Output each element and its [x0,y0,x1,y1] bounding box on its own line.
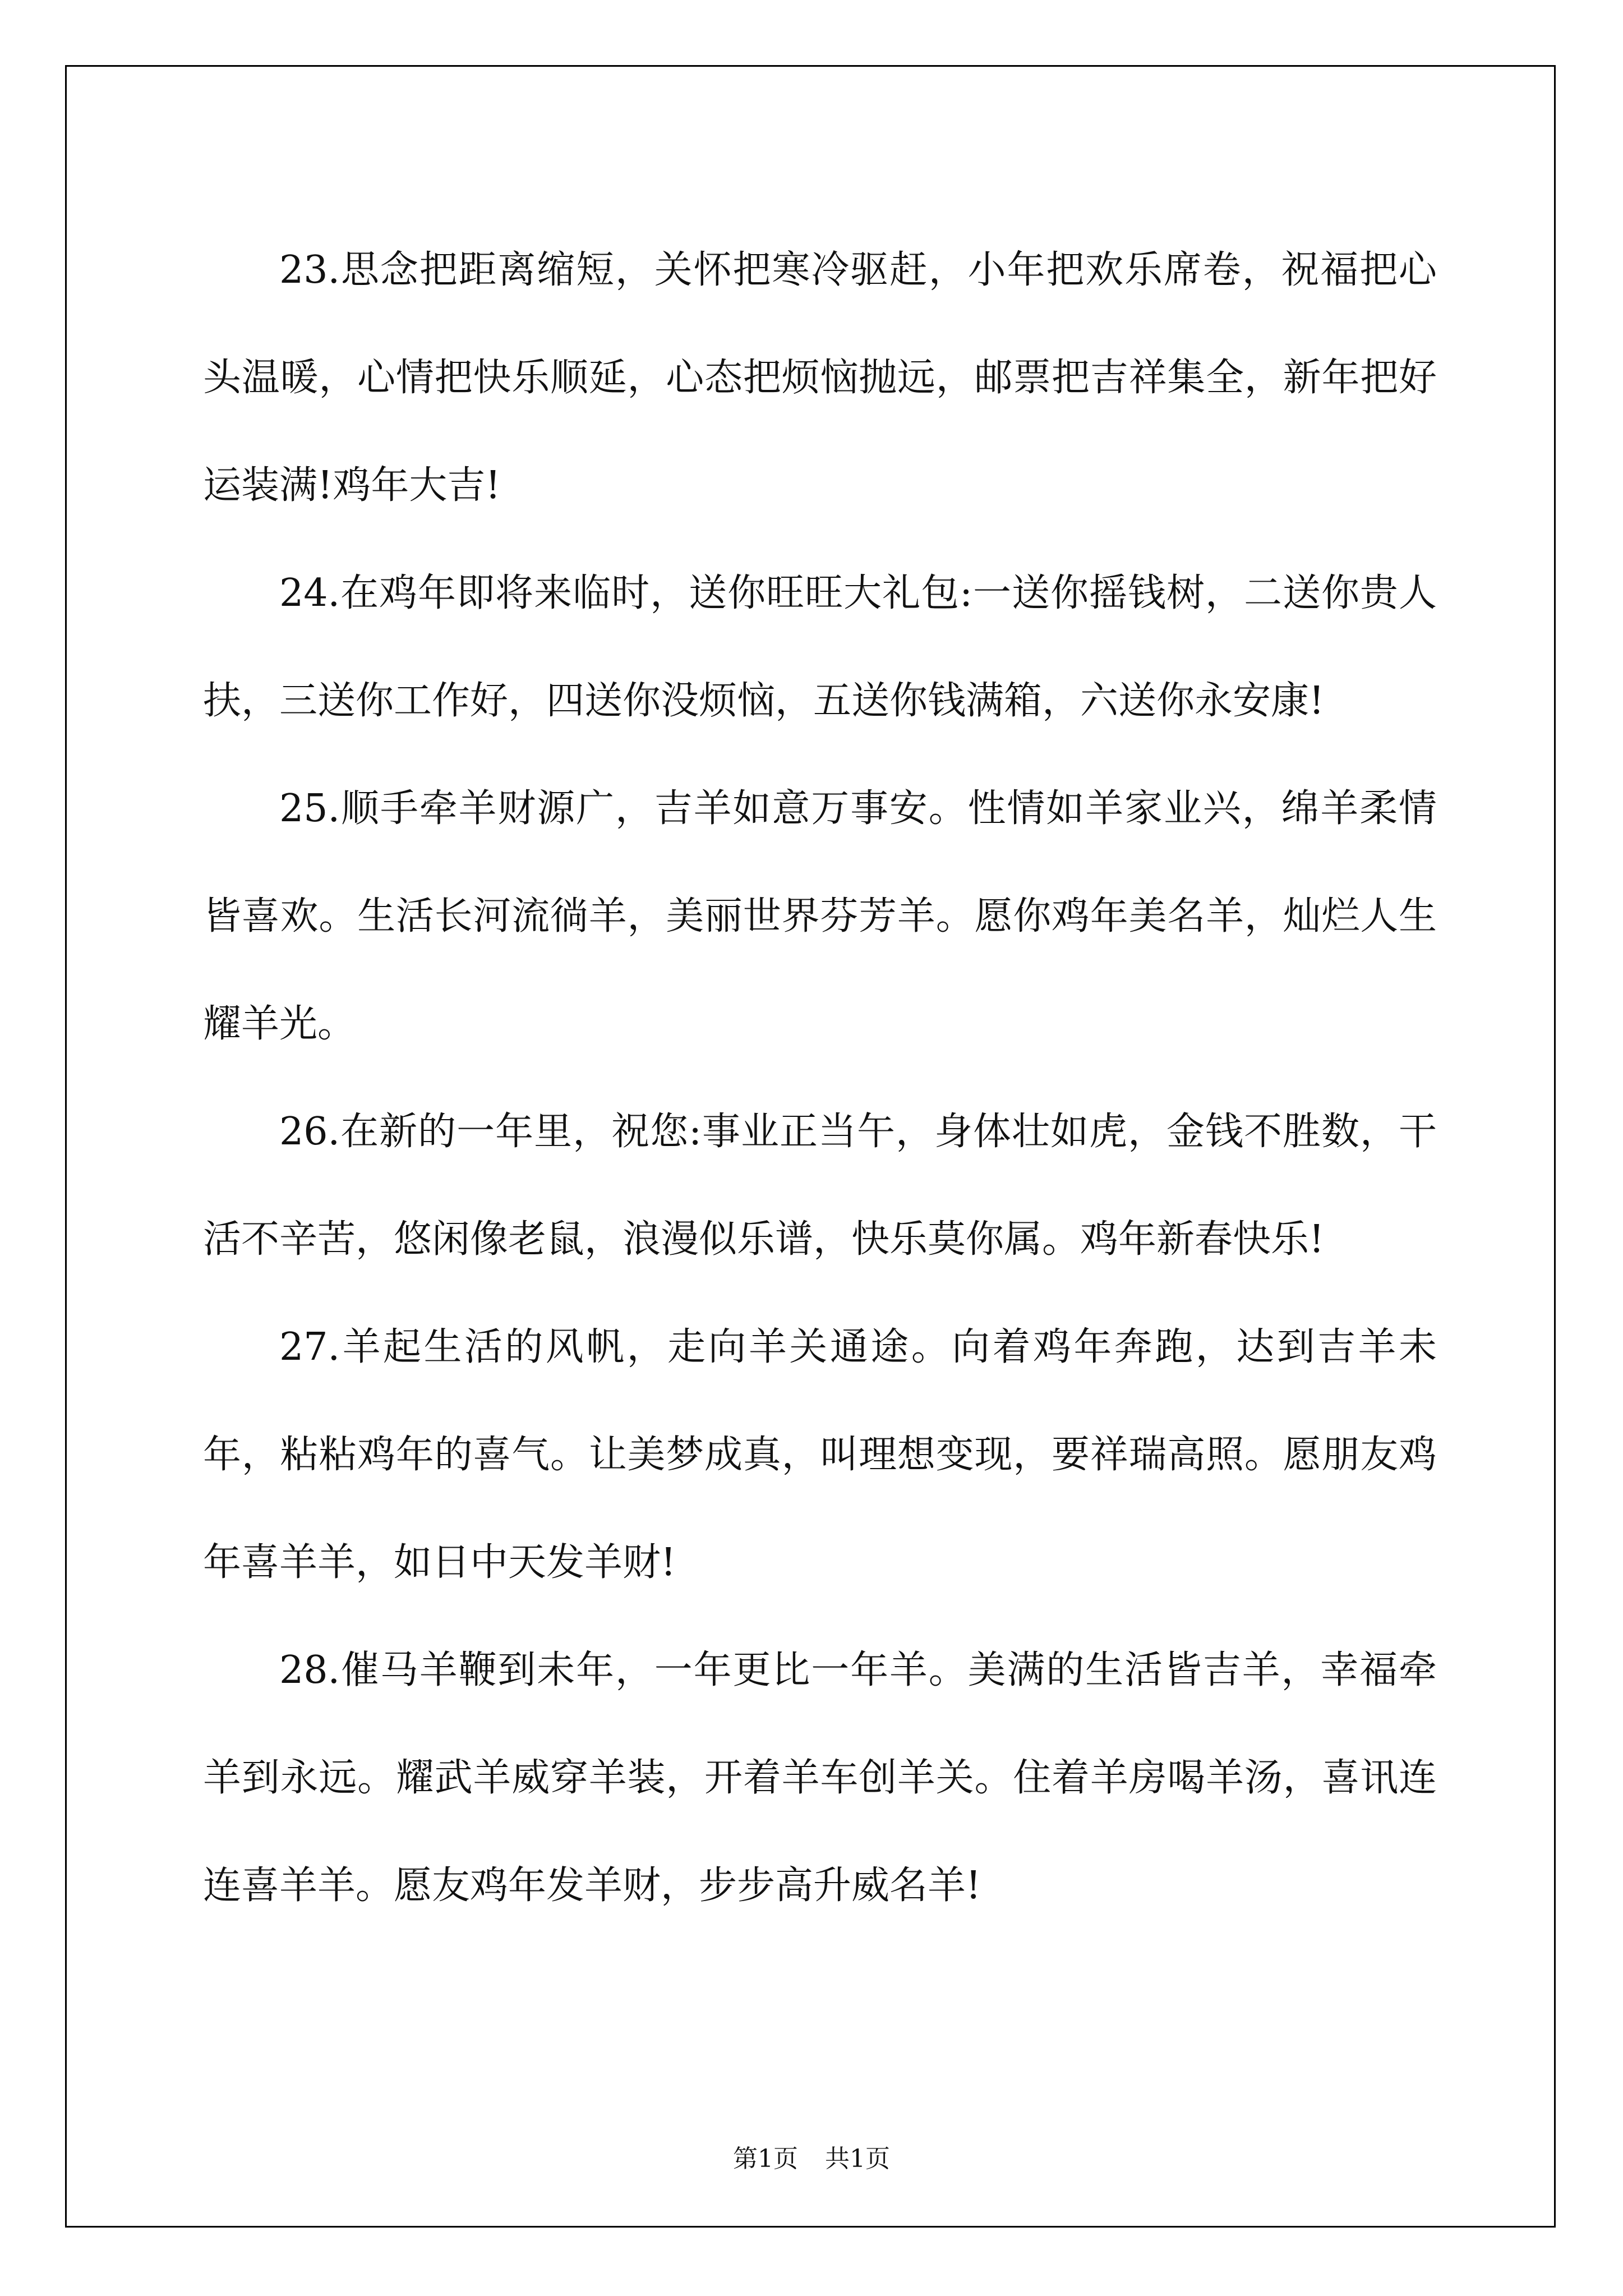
page-footer [0,2138,1623,2174]
paragraph-23: 23.思念把距离缩短，关怀把寒冷驱赶，小年把欢乐席卷，祝福把心头温暖，心情把快乐顺延，心态把烦恼抛远，邮票把吉祥集全，新年把好运装满!鸡年大吉! [203,248,1437,508]
document-body [203,217,1437,1940]
paragraph-24: 24.在鸡年即将来临时，送你旺旺大礼包:一送你摇钱树，二送你贵人扶，三送你工作好，四送你没烦恼，五送你钱满箱，六送你永安康! [203,571,1437,723]
paragraph-25: 25.顺手牵羊财源广，吉羊如意万事安。性情如羊家业兴，绵羊柔情皆喜欢。生活长河流徜羊，美丽世界芬芳羊。愿你鸡年美名羊，灿烂人生耀羊光。 [203,786,1437,1046]
page-total: 共1页 [825,2145,890,2173]
paragraph-28: 28.催马羊鞭到未年，一年更比一年羊。美满的生活皆吉羊，幸福牵羊到永远。耀武羊威穿羊装，开着羊车创羊关。住着羊房喝羊汤，喜讯连连喜羊羊。愿友鸡年发羊财，步步高升威名羊! [203,1648,1437,1908]
paragraph-26: 26.在新的一年里，祝您:事业正当午，身体壮如虎，金钱不胜数，干活不辛苦，悠闲像老鼠，浪漫似乐谱，快乐莫你属。鸡年新春快乐! [203,1110,1437,1262]
paragraph-27: 27.羊起生活的风帆，走向羊关通途。向着鸡年奔跑，达到吉羊未年，粘粘鸡年的喜气。让美梦成真，叫理想变现，要祥瑞高照。愿朋友鸡年喜羊羊，如日中天发羊财! [203,1325,1437,1585]
page-number: 第1页 [733,2145,798,2173]
